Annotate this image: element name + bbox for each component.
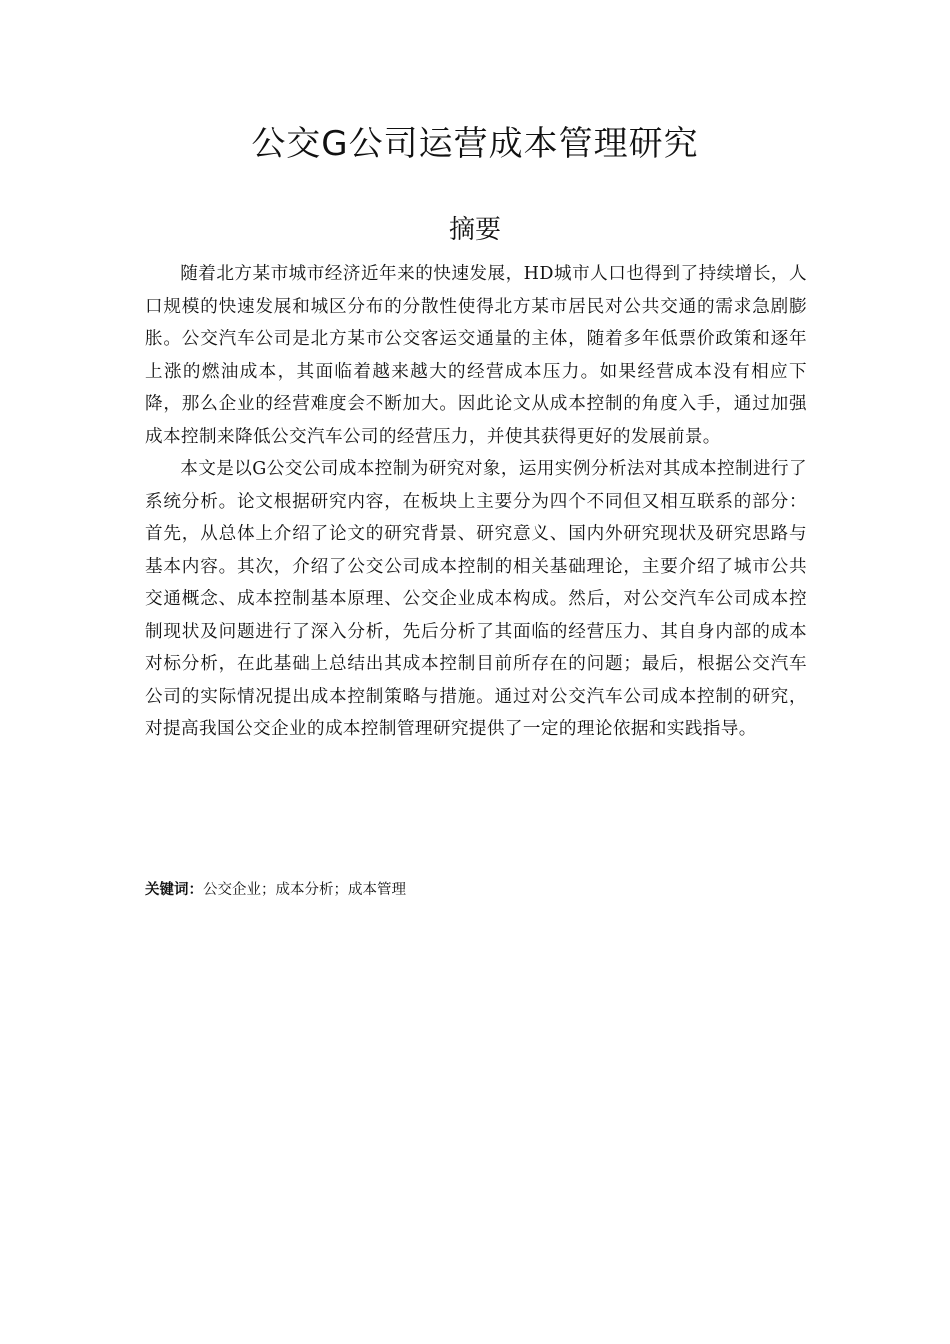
abstract-paragraph: 随着北方某市城市经济近年来的快速发展，HD城市人口也得到了持续增长，人口规模的快速发展和城区分布的分散性使得北方某市居民对公共交通的需求急剧膨胀。公交汽车公司是北方某市公交客运交通量的主体，随着多年低票价政策和逐年上涨的燃油成本，其面临着越来越大的经营成本压力。如果经营成本没有相应下降，那么企业的经营难度会不断加大。因此论文从成本控制的角度入手，通过加强成本控制来降低公交汽车公司的经营压力，并使其获得更好的发展前景。	[145, 264, 807, 447]
paper-title: 公交G公司运营成本管理研究	[251, 124, 699, 164]
keywords-label: 关键词：	[145, 882, 203, 898]
abstract-body	[145, 258, 807, 746]
keywords-line	[145, 878, 807, 902]
abstract-paragraph: 本文是以G公交公司成本控制为研究对象，运用实例分析法对其成本控制进行了系统分析。论文根据研究内容，在板块上主要分为四个不同但又相互联系的部分：首先，从总体上介绍了论文的研究背景、研究意义、国内外研究现状及研究思路与基本内容。其次，介绍了公交公司成本控制的相关基础理论，主要介绍了城市公共交通概念、成本控制基本原理、公交企业成本构成。然后，对公交汽车公司成本控制现状及问题进行了深入分析，先后分析了其面临的经营压力、其自身内部的成本对标分析，在此基础上总结出其成本控制目前所存在的问题；最后，根据公交汽车公司的实际情况提出成本控制策略与措施。通过对公交汽车公司成本控制的研究，对提高我国公交企业的成本控制管理研究提供了一定的理论依据和实践指导。	[145, 459, 807, 739]
keywords-text: 公交企业；成本分析；成本管理	[203, 882, 406, 898]
abstract-heading: 摘要	[448, 215, 501, 245]
